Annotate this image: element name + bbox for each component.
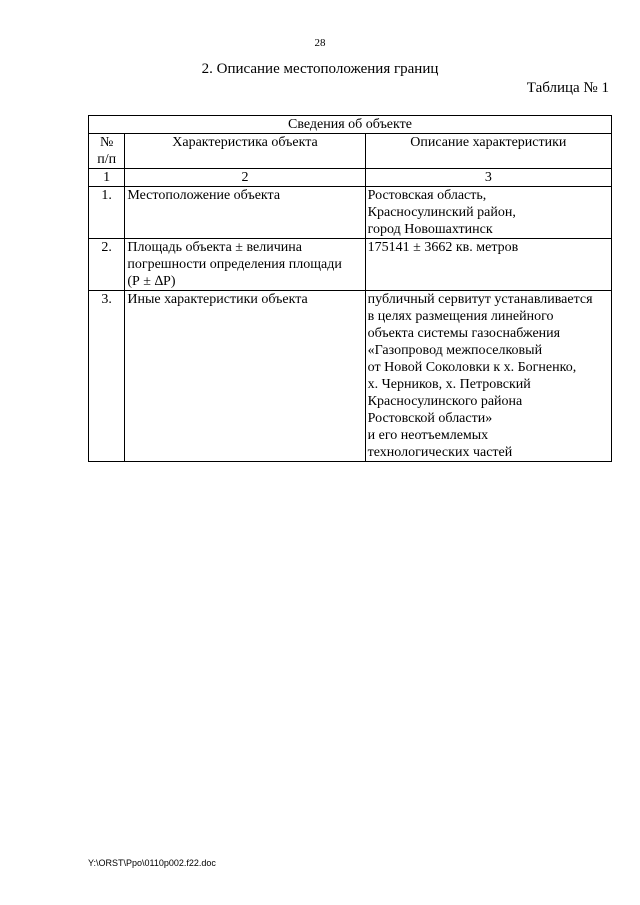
table-row	[89, 239, 612, 291]
page-number: 28	[314, 37, 326, 49]
cell-line: х. Черников, х. Петровский	[367, 377, 531, 392]
column-number-1: 1	[89, 169, 125, 187]
object-info-table	[88, 115, 612, 462]
column-number-2: 2	[125, 169, 365, 187]
cell-line: технологических частей	[367, 445, 513, 460]
column-number-3: 3	[365, 169, 611, 187]
cell-line: и его неотъемлемых	[367, 428, 489, 443]
cell-line: Красносулинский район,	[367, 205, 516, 220]
row-description	[365, 291, 611, 462]
table-row	[89, 291, 612, 462]
header-num-line1: №	[100, 135, 114, 150]
cell-line: Местоположение объекта	[127, 188, 281, 203]
row-num: 2.	[89, 239, 125, 291]
table-label: Таблица № 1	[526, 80, 609, 96]
cell-line: Площадь объекта ± величина	[127, 240, 302, 255]
column-number-row	[89, 169, 612, 187]
cell-line: Красносулинского района	[367, 394, 523, 409]
section-title: 2. Описание местоположения границ	[201, 61, 439, 77]
table-header-row	[89, 134, 612, 169]
cell-line: «Газопровод межпоселковый	[367, 343, 543, 358]
header-characteristic: Характеристика объекта	[125, 134, 365, 169]
row-description	[365, 239, 611, 291]
cell-line: Иные характеристики объекта	[127, 292, 308, 307]
cell-line: город Новошахтинск	[367, 222, 493, 237]
table-caption-row	[89, 116, 612, 134]
row-characteristic	[125, 239, 365, 291]
row-num: 1.	[89, 187, 125, 239]
row-num: 3.	[89, 291, 125, 462]
cell-line: погрешности определения площади	[127, 257, 342, 272]
header-num-line2: п/п	[97, 152, 117, 167]
cell-line: публичный сервитут устанавливается	[367, 292, 593, 307]
table-row	[89, 187, 612, 239]
row-characteristic	[125, 187, 365, 239]
cell-line: в целях размещения линейного	[367, 309, 554, 324]
row-description	[365, 187, 611, 239]
cell-line: 175141 ± 3662 кв. метров	[367, 240, 519, 255]
cell-line: объекта системы газоснабжения	[367, 326, 561, 341]
file-path-footer: Y:\ORST\Ppo\0110p002.f22.doc	[88, 858, 216, 868]
table-caption: Сведения об объекте	[89, 116, 612, 134]
header-num	[89, 134, 125, 169]
cell-line: от Новой Соколовки к х. Богненко,	[367, 360, 577, 375]
row-characteristic	[125, 291, 365, 462]
cell-line: (Р ± ∆Р)	[127, 274, 176, 289]
cell-line: Ростовская область,	[367, 188, 487, 203]
header-description: Описание характеристики	[365, 134, 611, 169]
cell-line: Ростовской области»	[367, 411, 493, 426]
